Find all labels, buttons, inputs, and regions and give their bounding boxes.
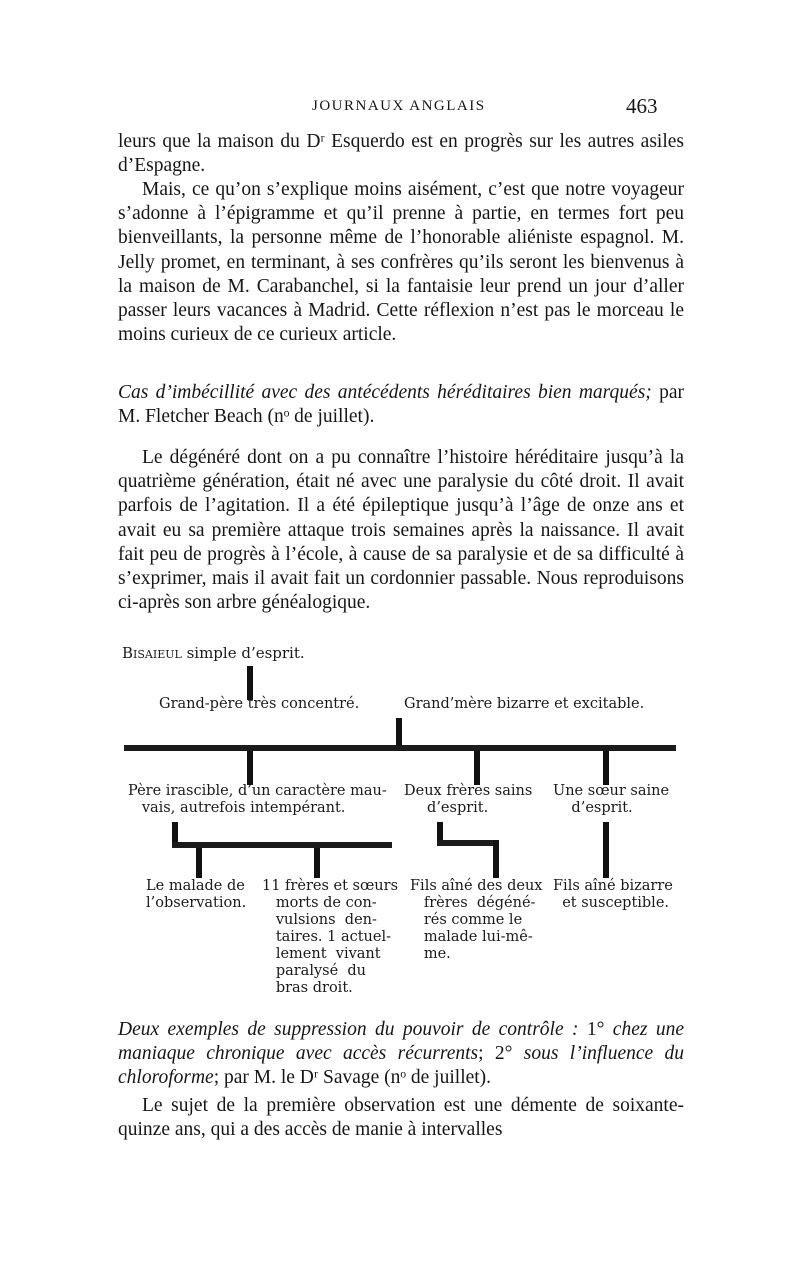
paragraph-4: Le sujet de la première observation est une démente de soixante-quinze ans, qui a des accès de manie à intervalles (118, 1095, 684, 1141)
section-heading-fletcher-beach (118, 381, 684, 429)
tree-connector (474, 751, 480, 785)
paragraph-2: Mais, ce qu’on s’explique moins aisément, c’est que notre voyageur s’adonne à l’épigramme et qu’il prenne à partie, en termes fort peu bienveillants, la personne même de l’honorable aliéniste espagnol. M. Jelly promet, en terminant, à ses confrères qu’ils seront les bienvenus à la maison de M. Carabanchel, si la fantaisie leur prend un jour d’aller passer leurs vacances à Madrid. Cette réflexion n’est pas le morceau le moins curieux de ce curieux article. (118, 179, 684, 346)
heading-roman: 1° (586, 1019, 613, 1040)
tree-connector (396, 718, 402, 748)
tree-patient: Le malade de l’observation. (146, 878, 247, 911)
tree-father: Père irascible, d’un caractère mau- vais, autrefois intempérant. (128, 783, 387, 816)
tree-siblings: 11 frères et sœurs morts de con- vulsions den- taires. 1 actuel- lement vivant paralysé du bras droit. (262, 878, 399, 996)
heading-roman: ; par M. le Dʳ Savage (nᵒ de juillet). (213, 1067, 492, 1089)
heading-italic: Deux exemples de suppression du pouvoir de contrôle : (118, 1019, 587, 1040)
tree-connector (196, 848, 202, 878)
tree-generation-line (124, 745, 676, 751)
heading-roman: ; 2° (478, 1043, 524, 1065)
tree-connector (603, 822, 609, 878)
running-head (0, 94, 800, 124)
running-head-title: JOURNAUX ANGLAIS (312, 98, 486, 114)
tree-bisaieul (122, 645, 305, 662)
tree-connector (247, 666, 253, 700)
section-heading-savage (118, 1018, 684, 1091)
heading-italic: sous l’influence du chloroforme (118, 1043, 684, 1089)
page-number: 463 (626, 94, 658, 118)
tree-grandmother: Grand’mère bizarre et excitable. (404, 696, 645, 712)
heading-roman: par M. Fletcher Beach (nᵒ de juillet). (118, 382, 684, 428)
paragraph-3: Le dégénéré dont on a pu connaître l’histoire héréditaire jusqu’à la quatrième génération, était né avec une paralysie du côté droit. Il avait parfois de l’agitation. Il a été épileptique jusqu’à l’âge de onze ans et avait eu sa première attaque trois semaines après la naissance. Il avait fait peu de progrès à l’école, à cause de sa paralysie et de sa difficulté à s’exprimer, mais il avait fait un cordonnier passable. Nous reproduisons ci-après son arbre généalogique. (118, 447, 684, 614)
tree-connector (314, 848, 320, 878)
heading-italic: chez une maniaque chronique avec accès récurrents (118, 1019, 684, 1065)
tree-connector (603, 751, 609, 785)
bisaieul-label: Bisaieul (122, 644, 182, 662)
tree-sibling-line (437, 840, 499, 846)
paragraph-1: leurs que la maison du Dʳ Esquerdo est en progrès sur les autres asiles d’Espagne. (118, 131, 684, 177)
tree-connector (247, 751, 253, 785)
tree-brothers: Deux frères sains d’esprit. (404, 783, 533, 816)
tree-grandfather: Grand-père très concentré. (159, 696, 360, 712)
tree-sibling-line (172, 842, 392, 848)
heading-italic: Cas d’imbécillité avec des antécédents héréditaires bien marqués; (118, 382, 652, 403)
tree-eldest-sons: Fils aîné des deux frères dégéné- rés comme le malade lui-mê- me. (410, 878, 543, 962)
tree-sister: Une sœur saine d’esprit. (553, 783, 670, 816)
tree-connector (493, 840, 499, 878)
tree-sister-son: Fils aîné bizarre et susceptible. (553, 878, 673, 911)
bisaieul-text: simple d’esprit. (181, 644, 305, 662)
